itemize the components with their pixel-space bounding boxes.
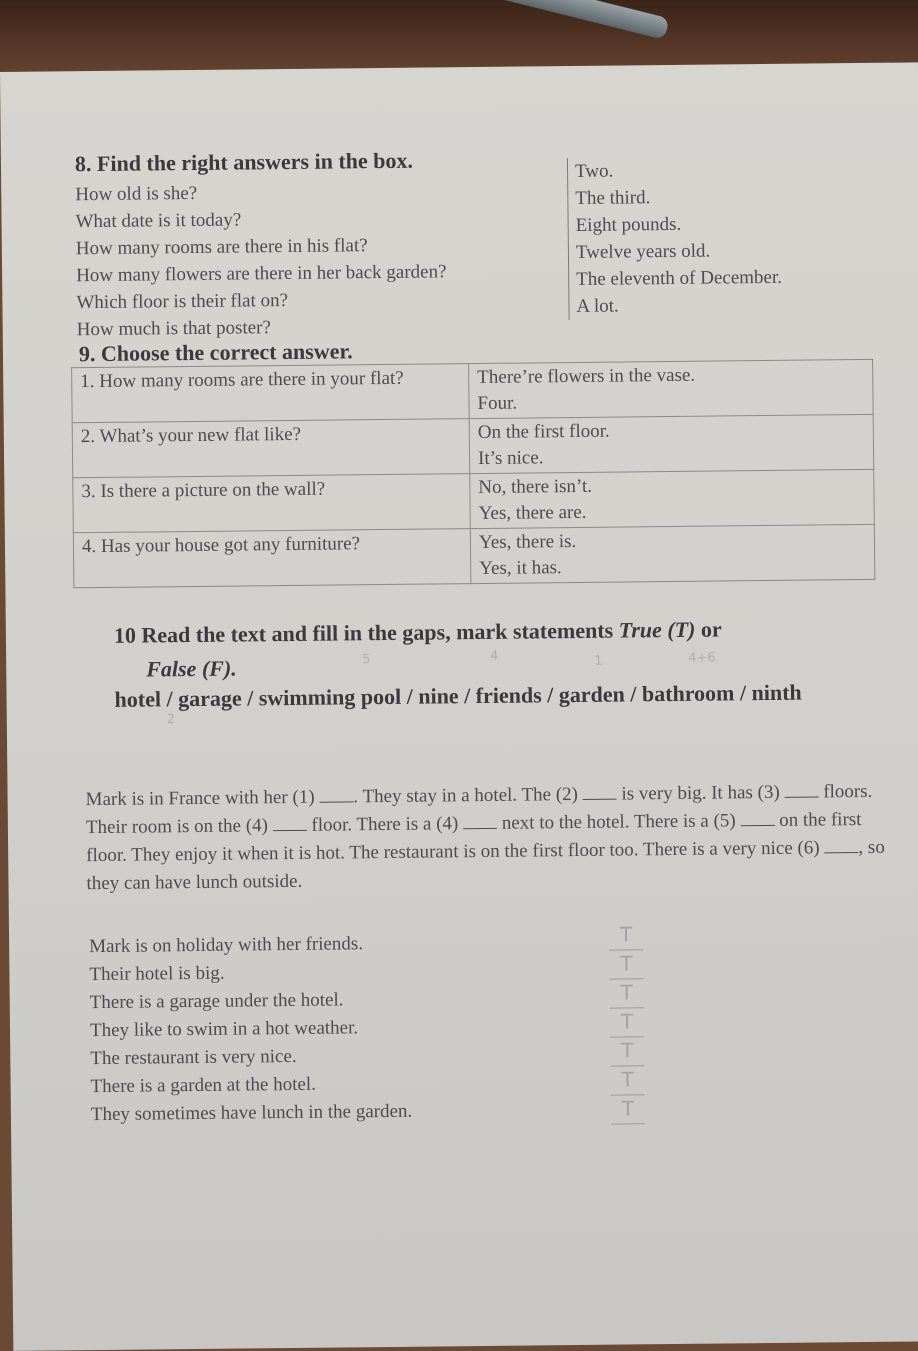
gap-1[interactable] [319,785,353,802]
exercise-8-question: How many rooms are there in his flat? [75,235,368,260]
exercise-9-option[interactable]: There’re flowers in the vase. [477,364,696,389]
gap-3[interactable] [784,780,818,797]
exercise-8-title: 8. Find the right answers in the box. [74,147,414,177]
pencil-note: 1 [594,653,603,669]
gap-6[interactable] [824,836,858,853]
passage-text: floor. There is a (4) [311,813,459,836]
statement: Their hotel is big. [89,962,225,986]
exercise-9-option[interactable]: Yes, it has. [479,557,562,580]
tf-answer[interactable]: T [609,921,643,950]
table-row [72,414,874,477]
tf-answer[interactable]: T [610,1066,644,1095]
exercise-9-options [470,524,875,583]
table-row [73,469,875,532]
exercise-10-title-text: 10 Read the text and fill in the gaps, mark statements [113,617,614,648]
exercise-9-option[interactable]: It’s nice. [477,447,544,470]
tf-answer[interactable]: T [609,950,643,979]
gap-2[interactable] [583,783,617,800]
exercise-8-answer: The third. [575,187,651,209]
statement: They sometimes have lunch in the garden. [90,1100,413,1126]
pencil-note: 2 [166,712,176,728]
true-label: True (T) [618,616,696,643]
exercise-9-option[interactable]: No, there isn’t. [478,475,593,499]
passage-text: . They stay in a hotel. The (2) [353,783,579,808]
table-row [73,524,875,587]
exercise-8-question: What date is it today? [75,209,242,233]
statement: The restaurant is very nice. [90,1045,297,1070]
exercise-9-option[interactable]: Four. [477,392,518,415]
exercise-8-question: How many flowers are there in her back garden? [76,261,447,287]
exercise-9-option[interactable]: Yes, there are. [478,501,587,525]
gap-4b[interactable] [463,812,497,829]
exercise-9-table [71,359,875,588]
gap-5[interactable] [740,809,774,826]
exercise-8-question: How much is that poster? [76,317,271,341]
exercise-9-options [469,414,874,473]
gap-4[interactable] [273,814,307,831]
passage-text: on the first floor. They enjoy it when it is hot. The restaurant is on the first floor too. There is a very nice (6) [86,809,862,867]
passage-text: , so they can have lunch outside. [86,836,885,895]
passage-text: is very big. It has (3) [621,781,780,805]
exercise-9-title: 9. Choose the correct answer. [78,338,353,367]
tf-answer[interactable]: T [610,979,644,1008]
exercise-9-options [469,359,874,418]
exercise-8-answer: Two. [574,160,614,182]
tf-answer[interactable]: T [610,1037,644,1066]
exercise-8-question: Which floor is their flat on? [76,289,289,314]
exercise-8-answer: The eleventh of December. [576,266,783,290]
tf-answer[interactable]: T [610,1008,644,1037]
exercise-9-question: 1. How many rooms are there in your flat? [72,364,470,423]
statement: There is a garden at the hotel. [90,1073,316,1098]
reading-passage [85,778,886,898]
table-row [72,359,874,422]
exercise-8-answer: Twelve years old. [575,240,711,263]
statement: There is a garage under the hotel. [89,989,344,1014]
pencil-note: 5 [362,652,371,668]
word-bank: hotel / garage / swimming pool / nine / friends / garden / bathroom / ninth [114,679,802,712]
exercise-8-answer-box [567,156,782,320]
statement: They like to swim in a hot weather. [89,1017,359,1042]
answer-marks [609,921,645,1124]
exercise-9-options [470,469,875,528]
passage-text: Mark is in France with her (1) [85,786,315,811]
pencil-note: 4 [490,648,499,664]
exercise-8-question: How old is she? [75,182,198,206]
pencil-note: 4+6 [688,650,716,666]
passage-text: next to the hotel. There is a (5) [501,810,736,834]
tf-answer[interactable]: T [611,1095,645,1124]
worksheet-page [0,62,918,1351]
exercise-8-questions [75,177,447,343]
false-label: False (F). [146,655,237,682]
exercise-8-answer: A lot. [576,295,619,317]
statement: Mark is on holiday with her friends. [89,933,364,958]
exercise-9-option[interactable]: On the first floor. [477,420,610,444]
exercise-9-question: 2. What’s your new flat like? [72,419,470,478]
or-label: or [700,616,722,642]
exercise-8-answer: Eight pounds. [575,213,682,236]
passage-text: floors. Their room is on the (4) [85,780,873,839]
true-false-statements [89,930,412,1129]
exercise-9-option[interactable]: Yes, there is. [478,530,577,554]
exercise-9-question: 3. Is there a picture on the wall? [73,474,471,533]
exercise-9-question: 4. Has your house got any furniture? [73,529,471,588]
